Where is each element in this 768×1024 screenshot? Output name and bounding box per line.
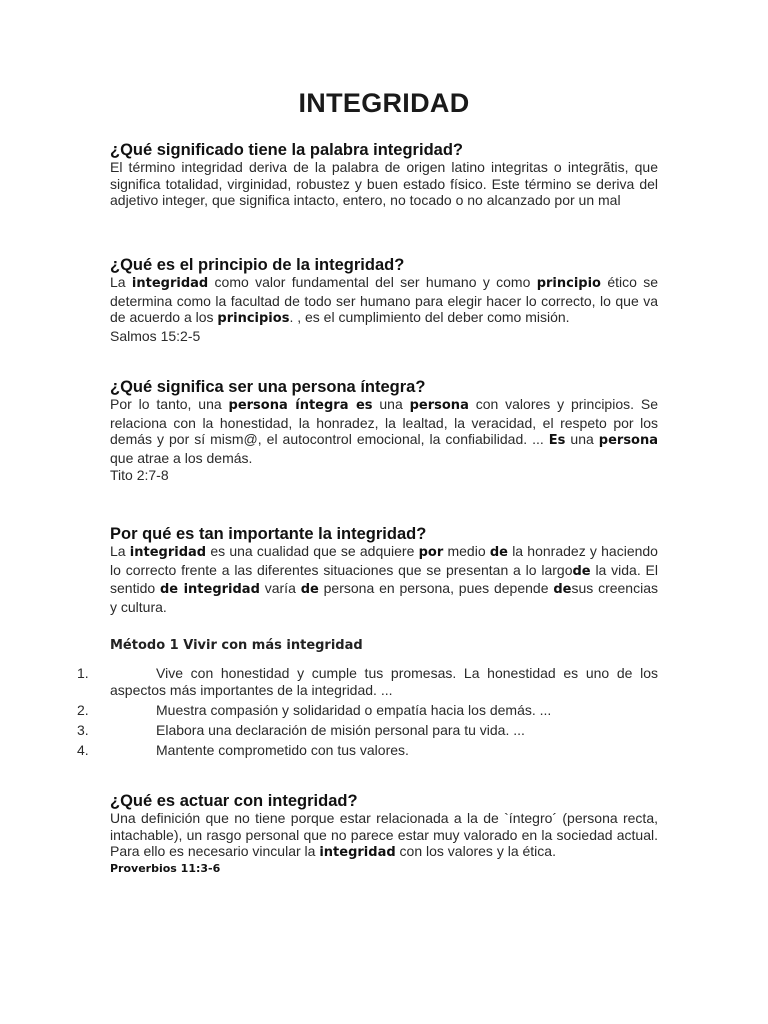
- section-paragraph: El término integridad deriva de la palabra de origen latino integritas o integrãtis, que significa totalidad, virginidad, robustez y buen estado físico. Este término se deriva del adjetivo integer, que significa intacto, entero, no tocado o no alcanzado por un mal: [110, 159, 658, 209]
- method-title: Método 1 Vivir con más integridad: [110, 638, 363, 653]
- section-paragraph: La integridad es una cualidad que se adquiere por medio de la honradez y haciendo lo correcto frente a las diferentes situaciones que se presentan a lo largode la vida. El sentido de integridad varía de persona en persona, pues depende desus creencias y cultura.: [110, 543, 658, 616]
- section-paragraph: Una definición que no tiene porque estar relacionada a la de `íntegro´ (persona recta, intachable), un rasgo personal que no parece estar muy valorado en la sociedad actual. Para ello es necesario vincular la integridad con los valores y la ética.: [110, 810, 658, 861]
- section-heading: ¿Qué es actuar con integridad?: [110, 792, 358, 810]
- list-item: 2. Muestra compasión y solidaridad o empatía hacia los demás. ...: [77, 701, 552, 718]
- section-heading: ¿Qué es el principio de la integridad?: [110, 256, 405, 274]
- bible-reference: Tito 2:7-8: [110, 466, 169, 483]
- section-principio: [110, 256, 658, 345]
- section-persona-integra: [110, 378, 658, 484]
- section-heading: ¿Qué significado tiene la palabra integridad?: [110, 141, 463, 159]
- bible-reference: Salmos 15:2-5: [110, 328, 201, 345]
- list-item: 1. Vive con honestidad y cumple tus promesas. La honestidad es uno de los aspectos más importantes de la integridad. ...: [77, 665, 658, 698]
- bible-reference: Proverbios 11:3-6: [110, 862, 221, 876]
- method-list: [77, 665, 658, 763]
- section-importancia: [110, 525, 658, 616]
- list-item: 3. Elabora una declaración de misión personal para tu vida. ...: [77, 722, 525, 739]
- section-actuar: [110, 792, 658, 875]
- list-item: 4. Mantente comprometido con tus valores.: [77, 742, 409, 759]
- section-paragraph: La integridad como valor fundamental del ser humano y como principio ético se determina como la facultad de todo ser humano para elegir hacer lo correcto, lo que va de acuerdo a los principios. , es el cumplimiento del deber como misión.: [110, 274, 658, 327]
- section-heading: ¿Qué significa ser una persona íntegra?: [110, 378, 426, 396]
- section-heading: Por qué es tan importante la integridad?: [110, 525, 427, 543]
- section-significado: [110, 141, 658, 209]
- method-heading-block: [110, 638, 658, 653]
- section-paragraph: Por lo tanto, una persona íntegra es una persona con valores y principios. Se relaciona con la honestidad, la honradez, la lealtad, la veracidad, el respeto por los demás y por sí mism@, el autocontrol emocional, la confiabilidad. ... Es una persona que atrae a los demás.: [110, 396, 659, 467]
- page-title: INTEGRIDAD: [298, 88, 470, 118]
